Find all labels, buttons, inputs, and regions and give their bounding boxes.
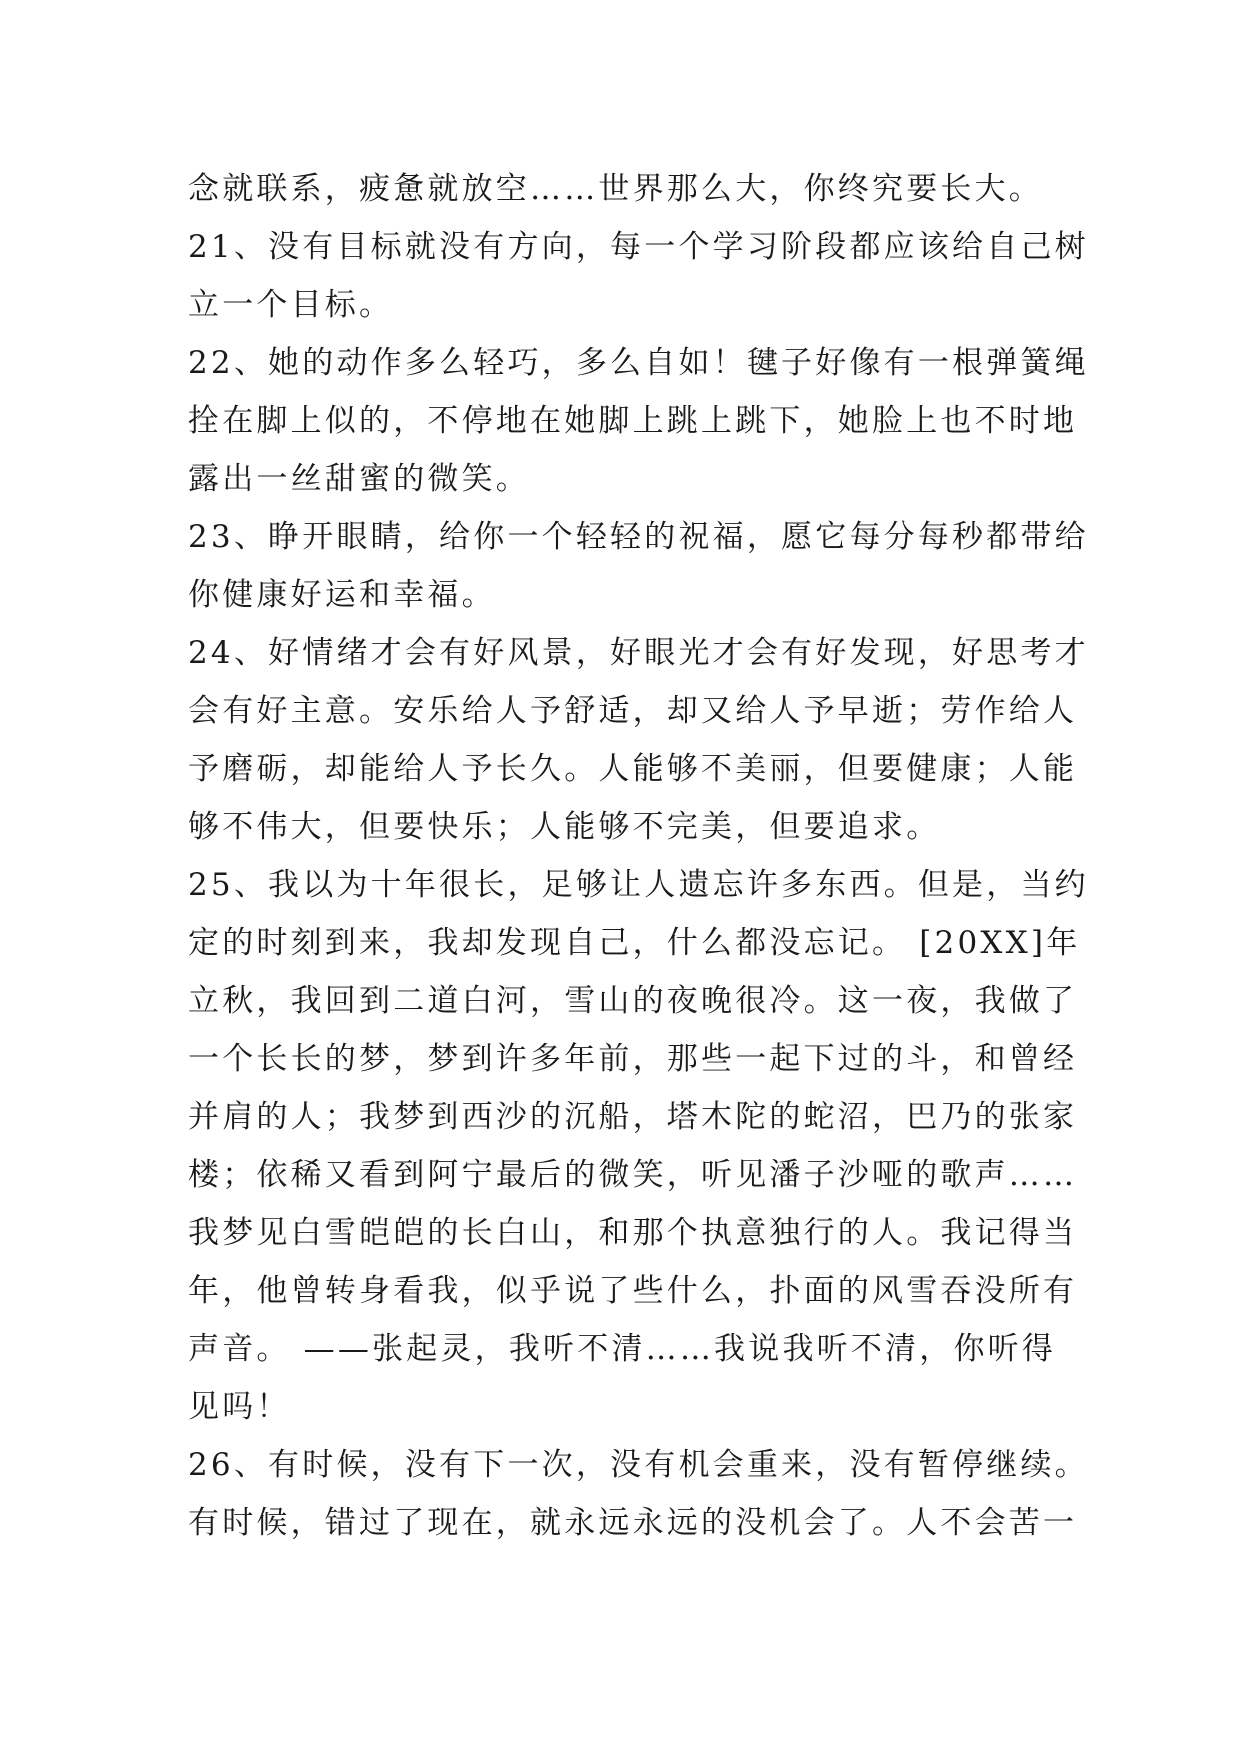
- text-line: 楼；依稀又看到阿宁最后的微笑，听见潘子沙哑的歌声……: [188, 1157, 1078, 1193]
- text-line: 22、她的动作多么轻巧，多么自如！毽子好像有一根弹簧绳: [188, 345, 1089, 381]
- text-line: 拴在脚上似的，不停地在她脚上跳上跳下，她脸上也不时地: [188, 403, 1078, 439]
- text-line: 26、有时候，没有下一次，没有机会重来，没有暂停继续。: [188, 1447, 1089, 1483]
- text-line: 23、睁开眼睛，给你一个轻轻的祝福，愿它每分每秒都带给: [188, 519, 1089, 555]
- text-line: 25、我以为十年很长，足够让人遗忘许多东西。但是，当约: [188, 867, 1089, 903]
- text-line: 立秋，我回到二道白河，雪山的夜晚很冷。这一夜，我做了: [188, 983, 1078, 1019]
- text-line: 立一个目标。: [188, 287, 394, 323]
- text-line: 见吗！: [188, 1389, 291, 1425]
- text-line: 24、好情绪才会有好风景，好眼光才会有好发现，好思考才: [188, 635, 1089, 671]
- document-body: [188, 160, 1089, 1552]
- text-line: 你健康好运和幸福。: [188, 577, 496, 613]
- text-line: 定的时刻到来，我却发现自己，什么都没忘记。 [20XX]年: [188, 925, 1081, 961]
- text-line: 会有好主意。安乐给人予舒适，却又给人予早逝；劳作给人: [188, 693, 1078, 729]
- text-line: 声音。 ——张起灵，我听不清……我说我听不清，你听得: [188, 1331, 1057, 1367]
- text-line: 念就联系，疲惫就放空……世界那么大，你终究要长大。: [188, 171, 1043, 207]
- text-line: 有时候，错过了现在，就永远永远的没机会了。人不会苦一: [188, 1505, 1078, 1541]
- text-line: 年，他曾转身看我，似乎说了些什么，扑面的风雪吞没所有: [188, 1273, 1078, 1309]
- text-line: 露出一丝甜蜜的微笑。: [188, 461, 530, 497]
- text-line: 予磨砺，却能给人予长久。人能够不美丽，但要健康；人能: [188, 751, 1078, 787]
- text-line: 我梦见白雪皑皑的长白山，和那个执意独行的人。我记得当: [188, 1215, 1078, 1251]
- text-line: 一个长长的梦，梦到许多年前，那些一起下过的斗，和曾经: [188, 1041, 1078, 1077]
- text-line: 并肩的人；我梦到西沙的沉船，塔木陀的蛇沼，巴乃的张家: [188, 1099, 1078, 1135]
- text-line: 21、没有目标就没有方向，每一个学习阶段都应该给自己树: [188, 229, 1089, 265]
- text-line: 够不伟大，但要快乐；人能够不完美，但要追求。: [188, 809, 941, 845]
